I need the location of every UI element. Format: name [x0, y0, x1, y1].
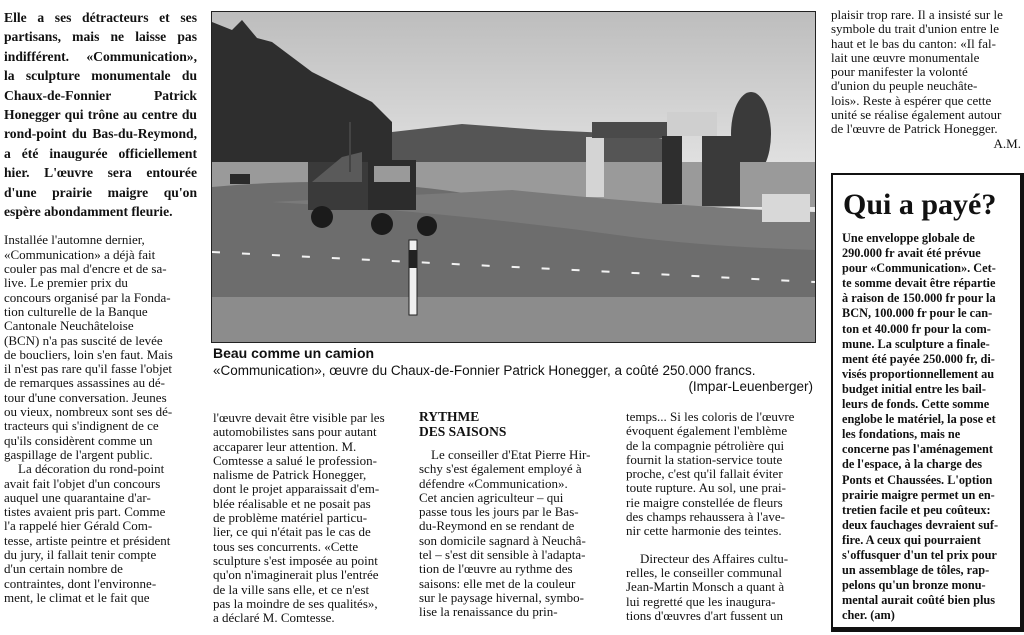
subheading-line-1: RYTHME: [419, 409, 480, 424]
column-1: [4, 8, 197, 633]
sidebar-box-qui-a-paye: [831, 173, 1024, 632]
column-2: [213, 411, 403, 633]
col1-paragraph-1: Installée l'automne dernier, «Communication» a déjà fait couler pas mal d'encre et de sa- live. Le premier prix du concours organisé par la Fonda- tion culturelle de la Banque Cantonale Neuchâteloise (BCN) n'a pas suscité de levée de boucliers, loin s'en faut. Mais il n'est pas rare qu'il fasse l'objet de remarques assassines au dé- tour d'une conversation. Jeunes ou vieux, nombreux sont ses dé- tracteurs qui s'indignent de ce qu'ils considèrent comme un gaspillage de l'argent public.: [4, 232, 173, 462]
author-signature: A.M.: [993, 135, 1021, 151]
sidebar-box-text: Une enveloppe globale de 290.000 fr avait été prévue pour «Communication». Cet- te somme devait être répartie à raison de 150.000 fr pour la BCN, 100.000 fr pour le can- ton et 40.000 fr pour la com- mune. La sculpture a finale- ment été payée 250.000 fr, di- visés proportionnellement au budget initial entre les bail- leurs de fonds. Cette somme englobe le matériel, la pose et les fondations, mais ne concerne pas l'aménagement de l'espace, à la charge des Ponts et Chaussées. L'option prairie maigre permet un en- tretien facile et peu coûteux: deux fauchages devraient suf- fire. A ceux qui pourraient s'offusquer d'un tel prix pour un assemblage de tôles, rap- pelons qu'un bronze monu- mental aurait coûté bien plus cher. (am): [842, 231, 999, 623]
photo-caption-title: Beau comme un camion: [213, 345, 375, 361]
article-lead: Elle a ses détracteurs et ses partisans, mais ne laisse pas indifférent. «Communication», la sculpture monumentale du Chaux-de-Fonnier Patrick Honegger qui trône au centre du rond-point du Bas-du-Reymond, a été inaugurée officiellement hier. L'œuvre sera entourée d'une prairie maigre qu'on espère abondamment fleurie.: [4, 10, 197, 220]
sidebar-box-title: Qui a payé?: [843, 188, 997, 221]
column-4: [626, 410, 818, 633]
col4-paragraph-1: temps... Si les coloris de l'œuvre évoquent également l'emblème de la compagnie pétrolière qui fournit la station-service toute proche, c'est qu'il fallait éviter toute rupture. Au sol, une prai- rie maigre constellée de fleurs des champs rehaussera à l'ave- nir cette harmonie des teintes.: [626, 410, 795, 539]
column-5: [831, 8, 1021, 158]
roundabout-truck-sculpture-image: [212, 12, 815, 342]
col3-paragraph-1: Le conseiller d'Etat Pierre Hir- schy s'est également employé à défendre «Communication». Cet ancien agriculteur – qui passe tous les jours par le Bas- du-Reymond en se rendant de son domicile sagnard à Neuchâ- tel – s'est dit sensible à l'adapta- tion de l'œuvre au rythme des saisons: elle met de la couleur sur le paysage hivernal, symbo- lise la renaissance du prin-: [419, 447, 591, 620]
col4-paragraph-2: Directeur des Affaires cultu- relles, le conseiller communal Jean-Martin Monsch a quant à lui regretté que les inaugura- tions d'œuvres d'art fussent un: [626, 550, 789, 623]
article-photo: [211, 11, 816, 343]
photo-caption: [213, 363, 813, 394]
col2-paragraph-1: l'œuvre devait être visible par les automobilistes sans pour autant accaparer leur attention. M. Comtesse a salué le profession- nalisme de Patrick Honegger, dont le projet apparaissait d'em- blée réalisable et ne posait pas de problème matériel particu- lier, ce qui n'était pas le cas de tous ses concurrents. «Cette sculpture s'est imposée au point qu'on n'imaginerait plus l'entrée de la ville sans elle, et ce n'est pas la moindre de ses qualités», a déclaré M. Comtesse.: [213, 411, 385, 626]
column-3: [419, 409, 612, 633]
photo-credit: (Impar-Leuenberger): [688, 378, 813, 394]
col5-paragraph-1: plaisir trop rare. Il a insisté sur le symbole du trait d'union entre le haut et le bas du canton: «Il fal- lait une œuvre monumentale pour manifester la volonté d'union du peuple neuchâte- lois». Reste à espérer que cette unité se réalise également autour de l'œuvre de Patrick Honegger.: [831, 8, 1003, 137]
col1-paragraph-2: La décoration du rond-point avait fait l'objet d'un concours auquel une quarantaine d'ar- tistes avaient pris part. Comme l'a rappelé hier Gérald Com- tesse, artiste peintre et président du jury, il fallait tenir compte d'un certain nombre de contraintes, dont l'environne- ment, le climat et le fait que: [4, 461, 171, 605]
photo-caption-text: «Communication», œuvre du Chaux-de-Fonnier Patrick Honegger, a coûté 250.000 francs.: [213, 363, 756, 378]
subheading-line-2: DES SAISONS: [419, 424, 507, 439]
